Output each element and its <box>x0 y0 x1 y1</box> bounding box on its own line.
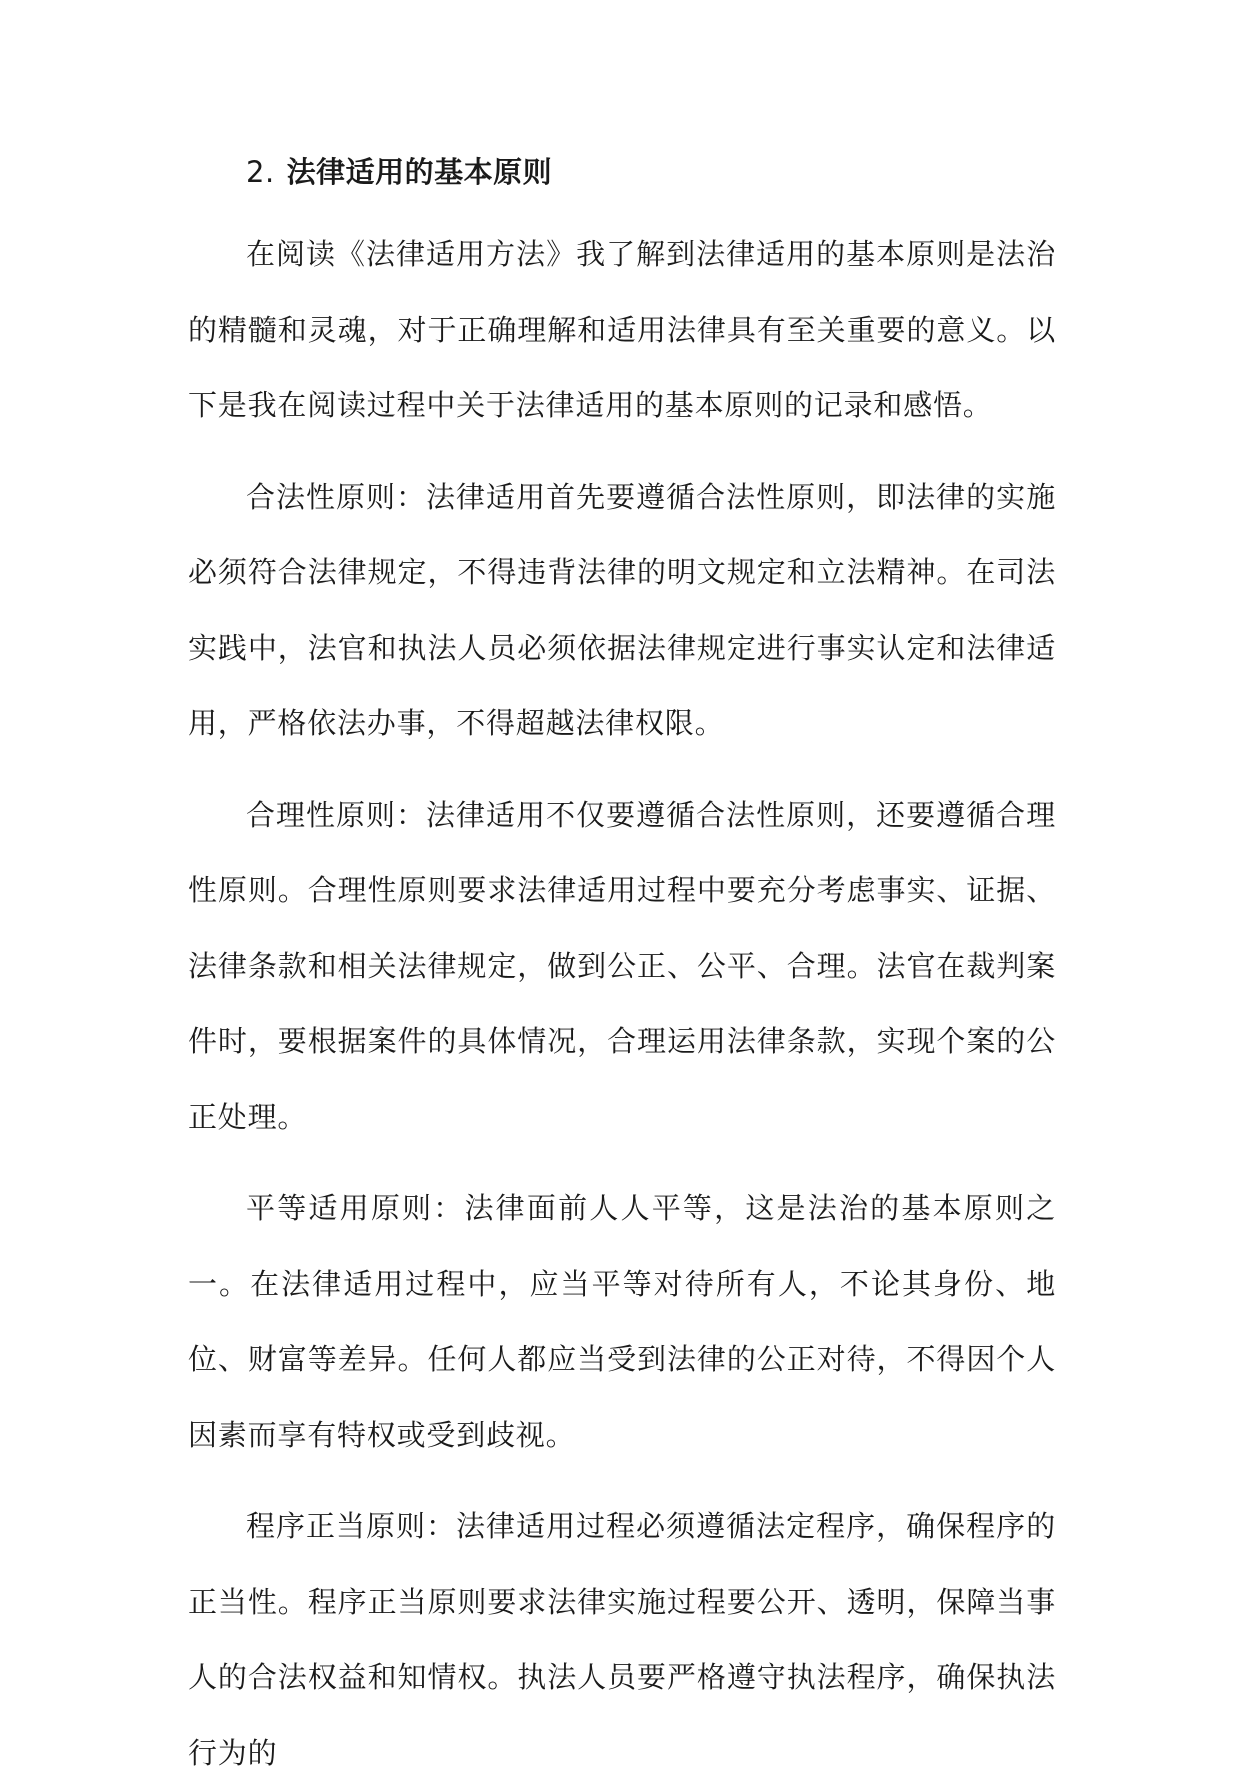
paragraph-intro: 在阅读《法律适用方法》我了解到法律适用的基本原则是法治的精髓和灵魂，对于正确理解和适用法律具有至关重要的意义。以下是我在阅读过程中关于法律适用的基本原则的记录和感悟。 <box>188 237 1056 422</box>
section-heading <box>188 143 1056 201</box>
paragraph-equality-principle: 平等适用原则：法律面前人人平等，这是法治的基本原则之一。在法律适用过程中，应当平等对待所有人，不论其身份、地位、财富等差异。任何人都应当受到法律的公正对待，不得因个人因素而享有特权或受到歧视。 <box>188 1191 1056 1452</box>
paragraph-legality-principle: 合法性原则：法律适用首先要遵循合法性原则，即法律的实施必须符合法律规定，不得违背法律的明文规定和立法精神。在司法实践中，法官和执法人员必须依据法律规定进行事实认定和法律适用，严格依法办事，不得超越法律权限。 <box>188 479 1056 740</box>
section-number: 2. <box>246 155 275 189</box>
paragraph-due-process-principle: 程序正当原则：法律适用过程必须遵循法定程序，确保程序的正当性。程序正当原则要求法律实施过程要公开、透明，保障当事人的合法权益和知情权。执法人员要严格遵守执法程序，确保执法行为的 <box>188 1509 1056 1770</box>
paragraph-reasonableness-principle: 合理性原则：法律适用不仅要遵循合法性原则，还要遵循合理性原则。合理性原则要求法律适用过程中要充分考虑事实、证据、法律条款和相关法律规定，做到公正、公平、合理。法官在裁判案件时，要根据案件的具体情况，合理运用法律条款，实现个案的公正处理。 <box>188 797 1056 1134</box>
section-title: 法律适用的基本原则 <box>286 155 553 189</box>
document-body <box>188 143 1056 1791</box>
